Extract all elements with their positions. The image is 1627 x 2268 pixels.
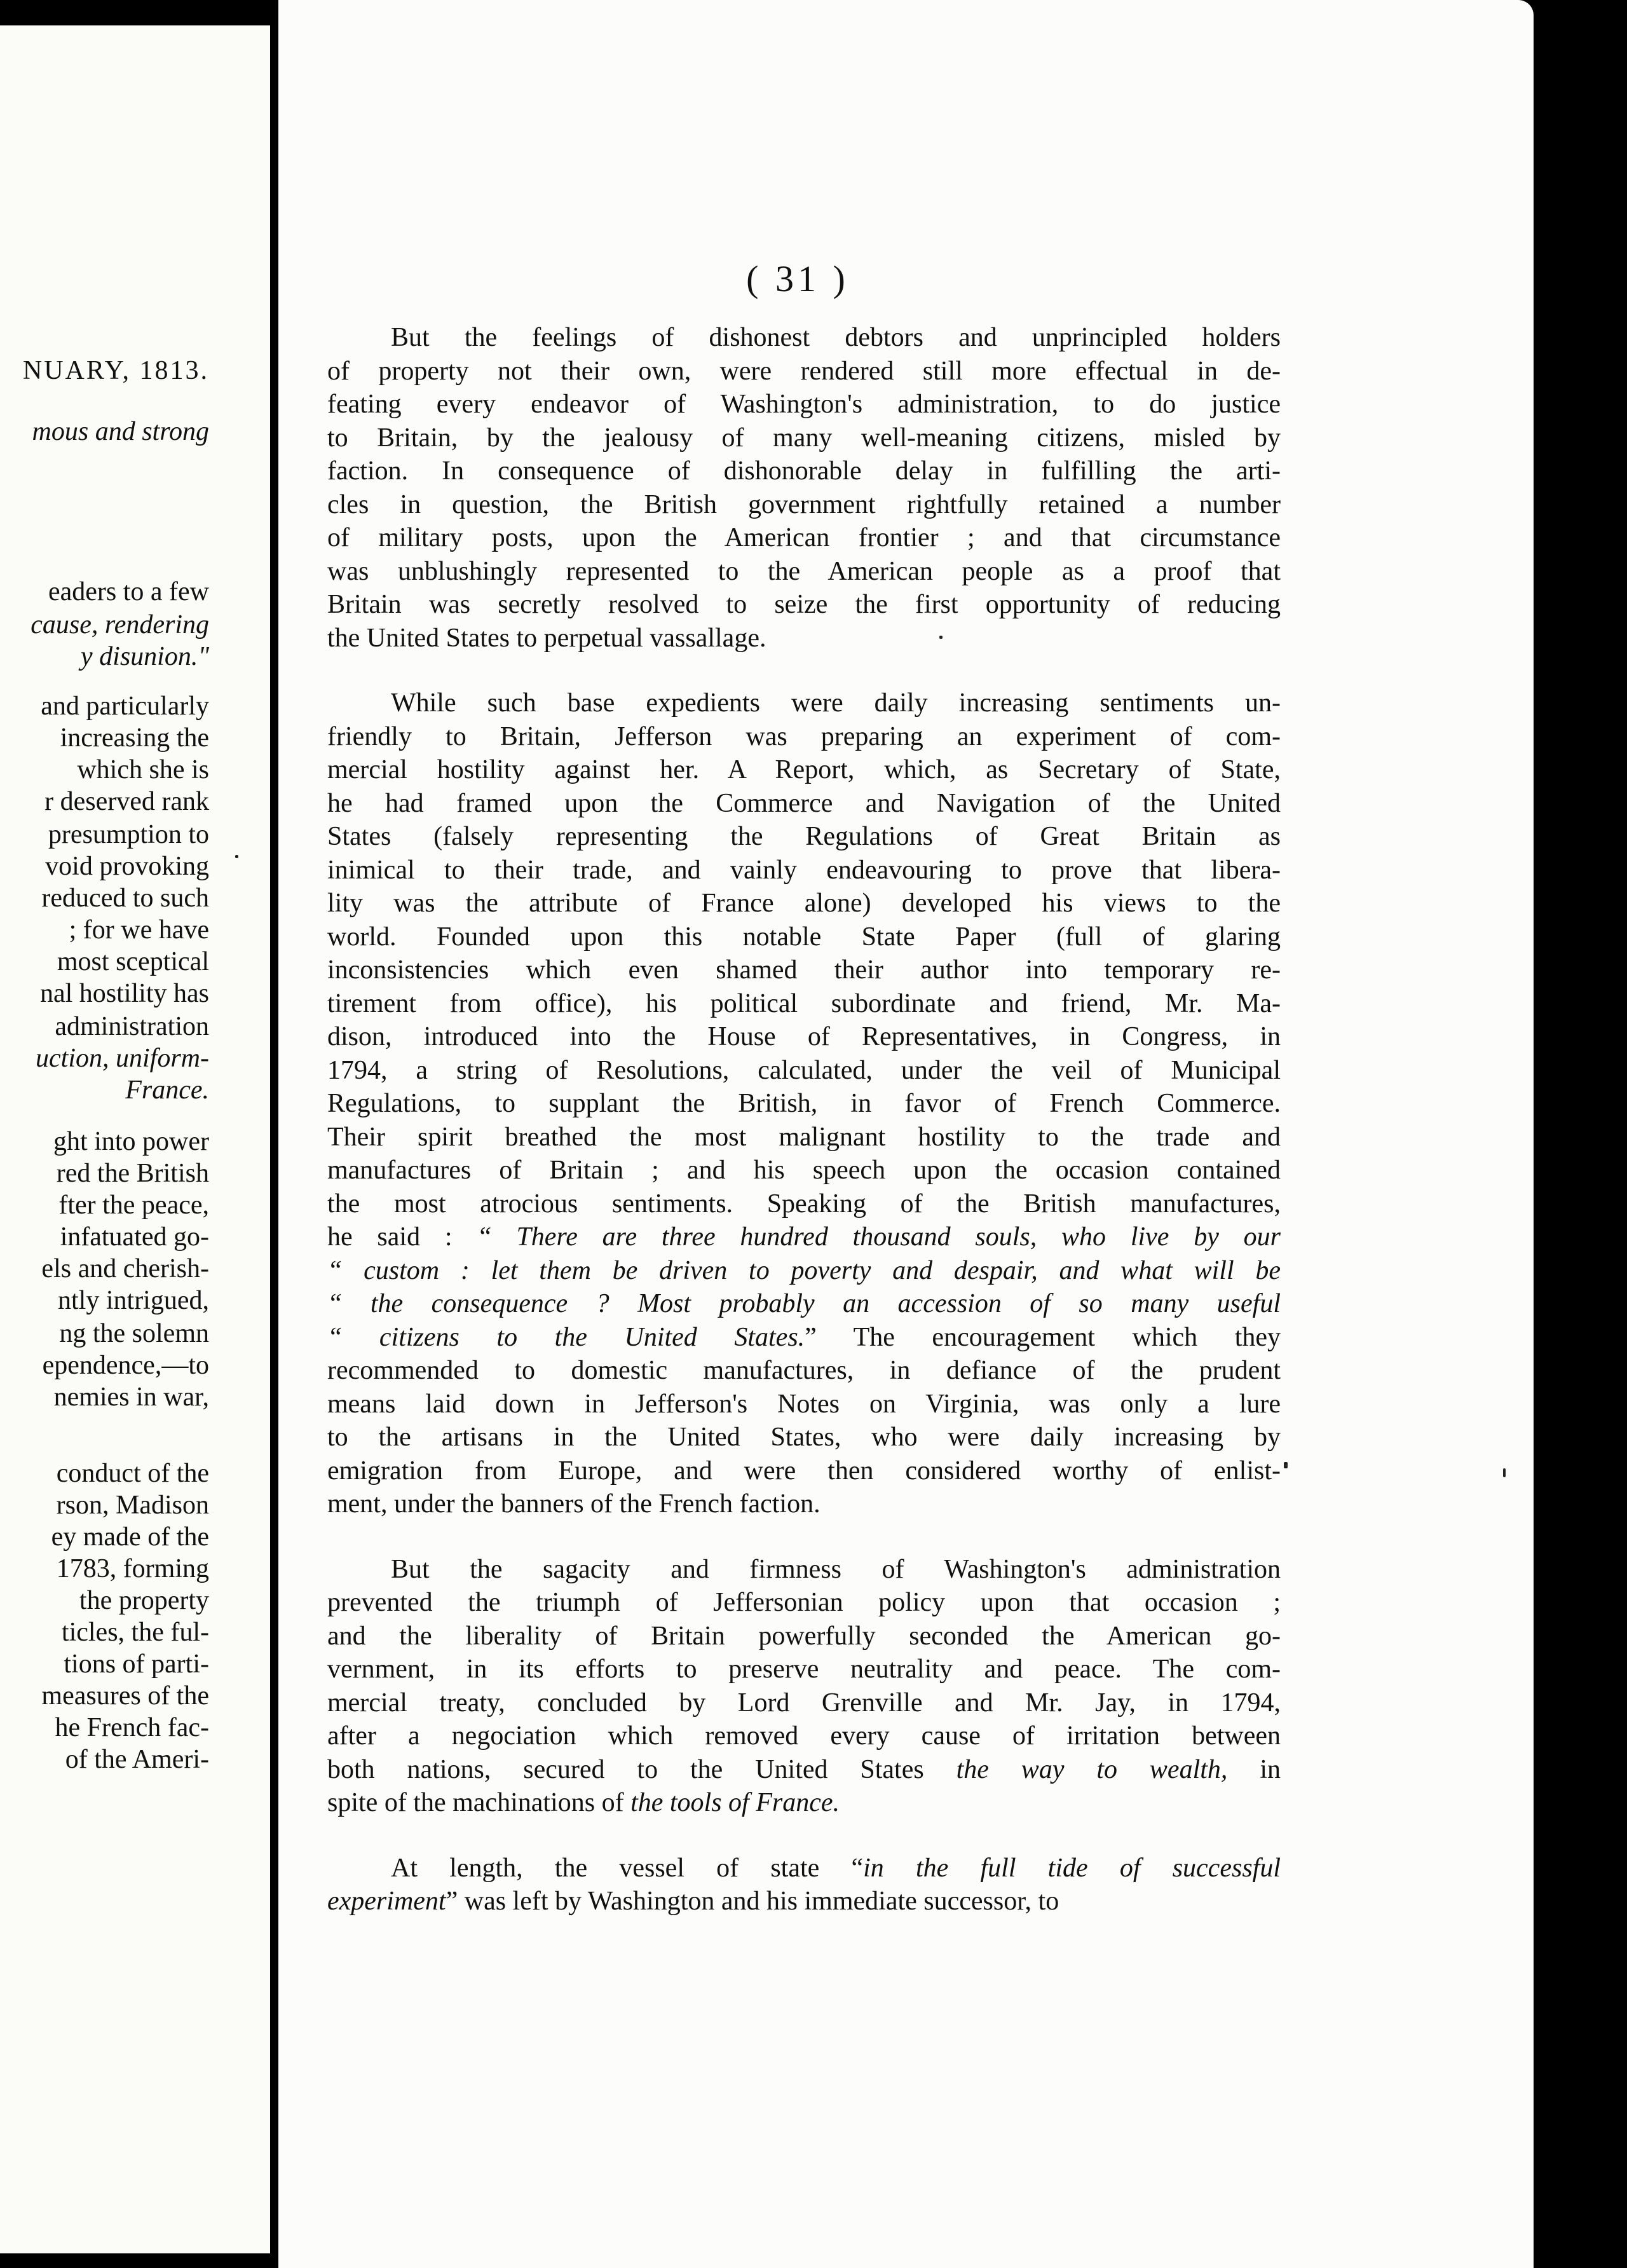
text-segment: the United States to perpetual vassallage. [327,623,766,653]
text-line [327,1454,1281,1488]
left-page-line: and particularly [41,692,209,721]
text-segment: mercial hostility against her. A Report, which, as Secretary of State, [327,755,1281,784]
paragraph [327,1852,1281,1918]
text-segment: both nations, secured to the United States [327,1754,956,1784]
text-line [327,1054,1281,1088]
text-segment: friendly to Britain, Jefferson was preparing an experiment of com- [327,721,1281,751]
text-line [327,1586,1281,1620]
paragraph [327,1553,1281,1820]
text-line [327,1388,1281,1421]
ink-speck [235,855,238,858]
text-segment: States (falsely representing the Regulations of Great Britain as [327,822,1281,851]
text-line [327,920,1281,954]
left-page-line: administration [55,1012,209,1041]
text-line [327,1786,1281,1820]
text-segment: 1794, a string of Resolutions, calculated, under the veil of Municipal [327,1055,1281,1085]
text-line [327,720,1281,754]
text-line [327,1087,1281,1121]
left-page-line: rson, Madison [56,1491,209,1520]
italic-text: “ the consequence ? Most probably an accession of so many useful [327,1289,1281,1318]
text-segment: inconsistencies which even shamed their author into temporary re- [327,955,1281,985]
text-line [327,953,1281,987]
text-line [327,321,1281,355]
left-page-fragment [0,25,270,2253]
left-page-text [0,25,270,2253]
text-line [327,854,1281,887]
left-page-line: r deserved rank [44,787,209,816]
text-line [327,588,1281,622]
text-line [327,1187,1281,1221]
left-page-line: nal hostility has [40,979,209,1008]
text-line [327,555,1281,589]
left-page-line: void provoking [45,852,209,881]
text-segment: feating every endeavor of Washington's administration, to do justice [327,390,1281,419]
text-segment: Their spirit breathed the most malignant hostility to the trade and [327,1122,1281,1152]
text-line [327,622,1281,655]
left-page-line: nemies in war, [53,1383,209,1412]
italic-text: the tools of France. [630,1788,840,1817]
left-page-line: mous and strong [32,417,209,446]
italic-text: “ There are three hundred thousand souls, who live by our [477,1222,1281,1252]
text-segment: ment, under the banners of the French faction. [327,1489,820,1519]
text-segment: was unblushingly represented to the American people as a proof that [327,556,1281,586]
text-line [327,1487,1281,1521]
page-number: ( 31 ) [746,258,849,299]
text-segment: lity was the attribute of France alone) developed his views to the [327,889,1281,918]
ink-speck [939,636,943,639]
left-page-line: conduct of the [56,1459,209,1488]
text-line [327,1686,1281,1720]
text-line [327,521,1281,555]
text-line [327,1220,1281,1254]
text-segment: recommended to domestic manufactures, in defiance of the prudent [327,1356,1281,1385]
text-segment: prevented the triumph of Jeffersonian policy upon that occasion ; [327,1588,1281,1617]
text-segment: tirement from office), his political subordinate and friend, Mr. Ma- [327,988,1281,1018]
text-line [327,1154,1281,1187]
left-page-line: which she is [77,755,209,784]
left-page-line: 1783, forming [56,1554,209,1583]
left-page-line: ntly intrigued, [58,1286,209,1315]
left-page-line: uction, uniform- [36,1044,209,1073]
left-page-line: ey made of the [51,1522,209,1552]
text-segment: At length, the vessel of state “ [391,1853,864,1883]
text-segment: dison, introduced into the House of Representatives, in Congress, in [327,1022,1281,1051]
text-segment: he said : [327,1222,477,1252]
text-segment: Britain was secretly resolved to seize the first opportunity of reducing [327,590,1281,619]
left-page-line: cause, rendering [31,610,209,639]
italic-text: experiment [327,1887,446,1916]
text-segment: he had framed upon the Commerce and Navigation of the United [327,788,1281,818]
left-page-line: infatuated go- [60,1222,209,1252]
text-line [327,1254,1281,1288]
left-page-line: ght into power [53,1127,209,1156]
text-line [327,1354,1281,1388]
ink-speck [1503,1468,1506,1477]
text-line [327,787,1281,821]
left-page-line: the property [79,1586,209,1615]
italic-text: the way to wealth, [956,1754,1228,1784]
text-line [327,820,1281,854]
text-segment: cles in question, the British government rightfully retained a number [327,489,1281,519]
text-line [327,1885,1281,1918]
text-segment: the most atrocious sentiments. Speaking of the British manufactures, [327,1189,1281,1219]
text-line [327,488,1281,522]
text-segment: ” was left by Washington and his immediate successor, to [446,1887,1059,1916]
text-segment: to Britain, by the jealousy of many well-meaning citizens, misled by [327,423,1281,453]
left-page-line: of the Ameri- [65,1745,209,1774]
text-line [327,1321,1281,1355]
text-line [327,1287,1281,1321]
left-page-line: red the British [56,1159,209,1188]
text-segment: after a negociation which removed every cause of irritation between [327,1721,1281,1751]
text-segment: But the feelings of dishonest debtors and unprincipled holders [391,323,1281,352]
text-line [327,1653,1281,1686]
text-segment: means laid down in Jefferson's Notes on Virginia, was only a lure [327,1389,1281,1419]
left-page-line: y disunion." [81,642,209,671]
text-segment: manufactures of Britain ; and his speech upon the occasion contained [327,1156,1281,1185]
paragraph [327,687,1281,1521]
left-page-line: NUARY, 1813. [22,356,209,385]
text-line [327,388,1281,421]
text-line [327,454,1281,488]
text-line [327,753,1281,787]
text-line [327,1719,1281,1753]
text-segment: vernment, in its efforts to preserve neutrality and peace. The com- [327,1655,1281,1684]
text-segment: spite of the machinations of [327,1788,631,1817]
page-body [327,321,1281,1918]
text-segment: in [1227,1754,1281,1784]
left-page-line: ticles, the ful- [61,1618,209,1647]
text-segment: While such base expedients were daily increasing sentiments un- [391,688,1281,718]
text-line [327,1553,1281,1587]
left-page-line: presumption to [48,820,209,849]
text-segment: mercial treaty, concluded by Lord Grenville and Mr. Jay, in 1794, [327,1688,1281,1718]
text-segment: faction. In consequence of dishonorable delay in fulfilling the arti- [327,456,1281,486]
italic-text: in the full tide of successful [863,1853,1281,1883]
text-segment: Regulations, to supplant the British, in favor of French Commerce. [327,1089,1281,1118]
left-page-line: fter the peace, [58,1191,209,1220]
text-segment: of property not their own, were rendered still more effectual in de- [327,356,1281,386]
paragraph [327,321,1281,655]
left-page-line: increasing the [60,723,209,753]
left-page-line: els and cherish- [41,1254,209,1283]
left-page-line: ng the solemn [59,1319,209,1348]
text-line [327,687,1281,720]
left-page-line: he French fac- [55,1713,209,1742]
text-line [327,1121,1281,1154]
text-segment: emigration from Europe, and were then considered worthy of enlist- [327,1456,1281,1486]
italic-text: “ custom : let them be driven to poverty and despair, and what will be [327,1255,1281,1285]
text-segment: of military posts, upon the American frontier ; and that circumstance [327,523,1281,552]
italic-text: “ citizens to the United States. [327,1322,805,1352]
text-line [327,987,1281,1021]
text-line [327,1753,1281,1787]
left-page-line: reduced to such [41,884,209,913]
text-line [327,1020,1281,1054]
text-line [327,1852,1281,1885]
text-segment: to the artisans in the United States, who were daily increasing by [327,1423,1281,1452]
left-page-line: France. [125,1076,209,1105]
text-segment: world. Founded upon this notable State Paper (full of glaring [327,922,1281,952]
text-line [327,1620,1281,1653]
left-page-line: tions of parti- [64,1650,209,1679]
text-line [327,355,1281,388]
text-segment: ” The encouragement which they [805,1322,1281,1352]
text-segment: But the sagacity and firmness of Washington's administration [391,1554,1281,1584]
text-line [327,421,1281,455]
left-page-line: ; for we have [69,915,209,945]
text-segment: inimical to their trade, and vainly endeavouring to prove that libera- [327,855,1281,885]
text-line [327,1421,1281,1454]
ink-speck [1284,1462,1288,1468]
left-page-line: eaders to a few [48,577,209,606]
text-line [327,887,1281,920]
left-page-line: ependence,—to [42,1351,209,1380]
left-page-line: measures of the [41,1681,209,1711]
left-page-line: most sceptical [57,947,209,976]
text-segment: and the liberality of Britain powerfully seconded the American go- [327,1621,1281,1651]
